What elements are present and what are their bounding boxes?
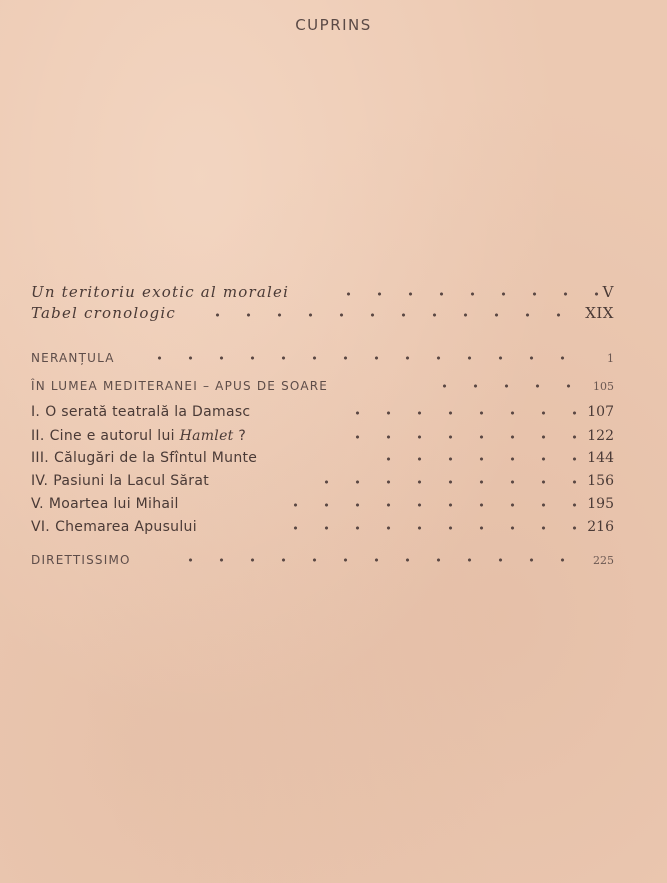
chapter-title: Moartea lui Mihail [48, 496, 179, 512]
toc-entry-title [31, 428, 246, 444]
toc-entry-title [31, 450, 257, 466]
chapter-title: Chemarea Apusului [55, 519, 197, 535]
toc-chapter-1[interactable] [31, 400, 614, 422]
toc-section-mediteranei[interactable] [31, 373, 614, 395]
chapter-numeral: I. [31, 404, 41, 420]
toc-entry-title [31, 519, 197, 535]
chapter-numeral: III. [31, 450, 50, 466]
chapter-title: Cine e autorul lui [49, 428, 180, 444]
toc-page-number: 122 [587, 428, 614, 444]
page-title: CUPRINS [295, 16, 372, 34]
toc-page-number: V [602, 283, 614, 301]
toc-entry-chronology[interactable] [31, 302, 614, 324]
leader-dots [429, 383, 587, 389]
leader-dots [280, 525, 587, 531]
toc-chapter-4[interactable] [31, 469, 614, 491]
chapter-title: Pasiuni la Lacul Sărat [53, 473, 210, 489]
toc-chapter-2[interactable] [31, 424, 614, 446]
chapter-title: O serată teatrală la Damasc [45, 404, 251, 420]
toc-page-number: 225 [593, 554, 614, 567]
leader-dots [333, 291, 599, 297]
toc-page-number: 216 [587, 519, 614, 535]
chapter-numeral: II. [31, 428, 45, 444]
chapter-numeral: V. [31, 496, 44, 512]
toc-section-direttissimo[interactable] [31, 547, 614, 569]
toc-page-number: 107 [587, 404, 614, 420]
toc-page-number: XIX [585, 304, 614, 322]
chapter-numeral: VI. [31, 519, 51, 535]
leader-dots [373, 456, 587, 462]
toc-chapter-5[interactable] [31, 492, 614, 514]
toc-page-number: 144 [587, 450, 614, 466]
chapter-title-suffix: ? [233, 428, 247, 444]
leader-dots [144, 355, 586, 361]
leader-dots [342, 434, 587, 440]
toc-entry-title: DIRETTISSIMO [31, 553, 131, 567]
toc-chapter-3[interactable] [31, 446, 614, 468]
toc-entry-title [31, 496, 179, 512]
leader-dots [342, 410, 587, 416]
leader-dots [311, 479, 587, 485]
toc-chapter-6[interactable] [31, 515, 614, 537]
toc-page-number: 1 [607, 352, 614, 365]
toc-entry-title: NERANȚULA [31, 351, 115, 365]
chapter-title: Călugări de la Sfîntul Munte [54, 450, 258, 466]
toc-page-number: 195 [587, 496, 614, 512]
leader-dots [280, 502, 587, 508]
leader-dots [202, 312, 572, 318]
toc-entry-title: Un teritoriu exotic al moralei [31, 283, 290, 301]
toc-section-nerantula[interactable] [31, 345, 614, 367]
toc-entry-title [31, 404, 250, 420]
toc-entry-title: ÎN LUMEA MEDITERANEI – APUS DE SOARE [31, 379, 329, 393]
toc-entry-introduction[interactable] [31, 281, 614, 303]
chapter-title-italic: Hamlet [179, 428, 234, 444]
toc-page-number: 156 [587, 473, 614, 489]
chapter-numeral: IV. [31, 473, 49, 489]
leader-dots [175, 557, 587, 563]
toc-page-number: 105 [593, 380, 614, 393]
toc-entry-title: Tabel cronologic [31, 304, 176, 322]
toc-entry-title [31, 473, 209, 489]
